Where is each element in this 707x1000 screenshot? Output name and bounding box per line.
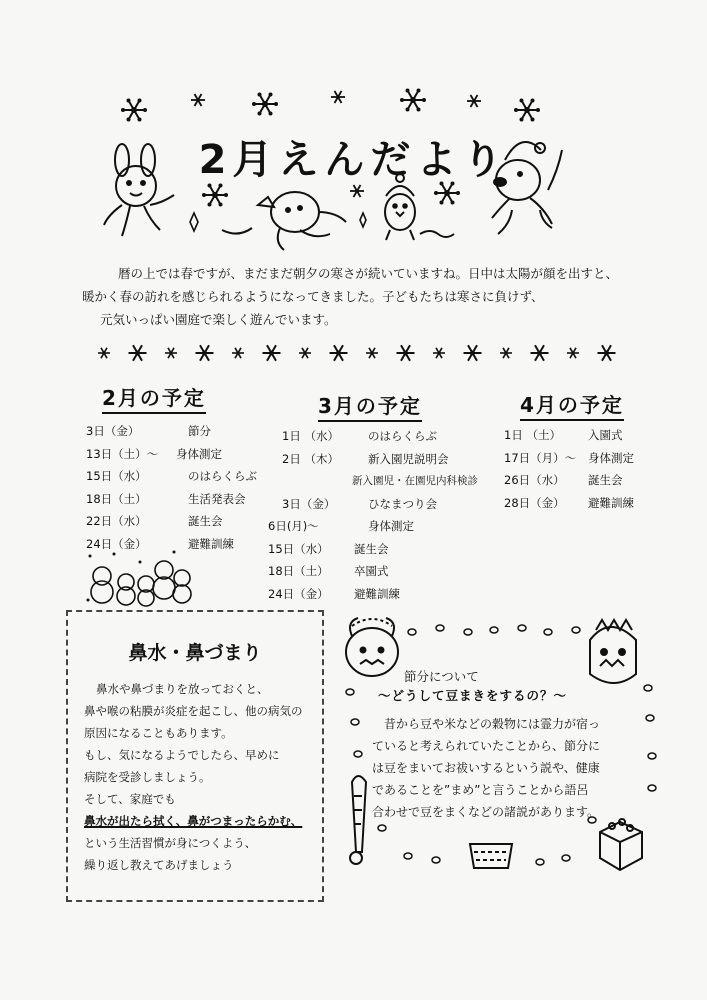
schedule-date: 6日(月)～ bbox=[268, 519, 319, 533]
bean-icon bbox=[464, 629, 472, 635]
schedule-date: 3日（金） bbox=[282, 496, 336, 511]
schedule-event: 避難訓練 bbox=[354, 586, 400, 601]
schedule-date: 26日（水） bbox=[504, 473, 565, 487]
schedule-event: 誕生会 bbox=[588, 473, 623, 487]
intro-line: 元気いっぱい園庭で楽しく遊んでいます。 bbox=[100, 312, 337, 327]
schedule-event: 節分 bbox=[188, 424, 211, 438]
snowflake-icon bbox=[129, 345, 147, 361]
club-illustration bbox=[350, 776, 366, 864]
bear-illustration bbox=[222, 192, 346, 250]
schedule-date: 18日（土） bbox=[268, 564, 329, 578]
schedule-event: 身体測定 bbox=[368, 519, 414, 533]
schedule-date: 28日（金） bbox=[504, 495, 565, 510]
schedule-event: 誕生会 bbox=[188, 514, 223, 528]
schedule-date: 3日（金） bbox=[86, 424, 140, 438]
schedule-date: 15日（水） bbox=[86, 469, 147, 483]
intro-line: 暖かく春の訪れを感じられるようになってきました。子どもたちは寒さに負けず、 bbox=[82, 289, 544, 304]
schedule-date: 15日（水） bbox=[268, 541, 329, 556]
schedule-date: 18日（土） bbox=[86, 491, 147, 506]
schedule-event: 新入園児説明会 bbox=[368, 451, 449, 466]
snowflake-icon bbox=[598, 345, 616, 361]
snowflake-icon bbox=[331, 91, 345, 103]
bean-icon bbox=[648, 753, 656, 759]
schedule-event: のはらくらぶ bbox=[188, 469, 257, 483]
snowflake-icon bbox=[299, 348, 311, 358]
bean-icon bbox=[572, 627, 580, 633]
bean-icon bbox=[351, 719, 359, 725]
setsubun-line: 昔から豆や米などの穀物には霊力が宿っ bbox=[384, 717, 601, 731]
schedule-date: 22日（水） bbox=[86, 514, 147, 528]
snowflake-icon bbox=[252, 93, 278, 116]
bean-icon bbox=[648, 785, 656, 791]
schedule-date: 1日 （水） bbox=[282, 429, 339, 443]
setsubun-body bbox=[372, 713, 644, 823]
schedule-event: 入園式 bbox=[588, 428, 623, 442]
schedule-event: 生活発表会 bbox=[188, 491, 246, 506]
schedule-event: 誕生会 bbox=[354, 541, 389, 556]
mar-schedule-heading: 3月の予定 bbox=[318, 390, 422, 422]
snowflake-icon bbox=[467, 95, 481, 107]
bean-icon bbox=[346, 689, 354, 695]
snowflake-icon bbox=[191, 94, 205, 106]
snowflake-icon bbox=[196, 345, 214, 361]
snowflake-icon bbox=[397, 345, 415, 361]
schedule-date: 24日（金） bbox=[86, 536, 147, 551]
bean-icon bbox=[354, 751, 362, 757]
bean-icon bbox=[544, 629, 552, 635]
schedule-event: 避難訓練 bbox=[188, 536, 234, 551]
snowman-illustration bbox=[84, 548, 194, 608]
bean-icon bbox=[408, 629, 416, 635]
bean-icon bbox=[562, 855, 570, 861]
setsubun-line: 合わせで豆をまくなどの諸説があります。 bbox=[372, 805, 600, 819]
health-line: 鼻水や鼻づまりを放っておくと、 bbox=[96, 682, 269, 696]
snowflake-icon bbox=[514, 99, 540, 122]
snowflake-icon bbox=[98, 348, 110, 358]
snowflake-icon bbox=[350, 185, 364, 197]
oni-illustration bbox=[346, 618, 398, 676]
bean-icon bbox=[436, 625, 444, 631]
bean-icon bbox=[432, 857, 440, 863]
schedule-event: 卒園式 bbox=[354, 564, 389, 578]
schedule-event: 避難訓練 bbox=[588, 495, 634, 510]
setsubun-line: は豆をまいてお祓いするという説や、健康 bbox=[372, 761, 600, 775]
feb-schedule-heading: 2月の予定 bbox=[102, 382, 206, 414]
health-line: そして、家庭でも bbox=[84, 792, 176, 806]
schedule-date: 13日（土）～ bbox=[86, 446, 159, 461]
snowflake-icon bbox=[531, 345, 549, 361]
bean-icon bbox=[644, 685, 652, 691]
apr-schedule-heading: 4月の予定 bbox=[520, 389, 624, 421]
schedule-date: 24日（金） bbox=[268, 586, 329, 601]
snowflake-icon bbox=[330, 345, 348, 361]
sparkle-icon bbox=[190, 213, 366, 231]
snowflake-icon bbox=[567, 348, 579, 358]
schedule-date: 2日 （木） bbox=[282, 451, 339, 466]
snowflake-icon bbox=[121, 99, 147, 122]
health-line: もし、気になるようでしたら、早めに bbox=[84, 748, 280, 762]
setsubun-line: であることを”まめ”と言うことから語呂 bbox=[372, 783, 589, 797]
oni-illustration bbox=[590, 620, 636, 683]
health-line: 繰り返し教えてあげましょう bbox=[84, 858, 234, 872]
health-notice-box bbox=[66, 610, 324, 902]
snowflake-icon bbox=[366, 348, 378, 358]
setsubun-subtitle: ～どうして豆まきをするの？～ bbox=[378, 688, 568, 703]
schedule-event: 新入園児・在園児内科検診 bbox=[352, 475, 478, 487]
snowflake-icon bbox=[500, 348, 512, 358]
setsubun-line: ていると考えられていたことから、節分に bbox=[372, 739, 601, 753]
health-line: という生活習慣が身につくよう、 bbox=[84, 836, 257, 850]
bean-icon bbox=[646, 715, 654, 721]
snowflake-icon bbox=[263, 345, 281, 361]
setsubun-title: 節分について bbox=[404, 669, 479, 684]
page-title: 2月えんだより bbox=[198, 137, 509, 183]
snowflake-icon bbox=[433, 348, 445, 358]
health-notice-body bbox=[84, 678, 320, 876]
bean-icon bbox=[404, 853, 412, 859]
health-emphasis: 鼻水が出たら拭く、鼻がつまったらかむ、 bbox=[84, 814, 303, 828]
schedule-event: 身体測定 bbox=[588, 450, 634, 465]
schedule-event: のはらくらぶ bbox=[368, 429, 437, 443]
bean-icon bbox=[378, 825, 386, 831]
snowflake-divider bbox=[96, 340, 616, 366]
bean-icon bbox=[518, 625, 526, 631]
snowflake-icon bbox=[165, 348, 177, 358]
schedule-date: 17日（月）～ bbox=[504, 450, 577, 465]
schedule-event: 身体測定 bbox=[176, 446, 222, 461]
bean-box-illustration bbox=[600, 819, 642, 870]
schedule-event: ひなまつり会 bbox=[368, 496, 437, 511]
intro-text bbox=[82, 262, 642, 331]
bean-icon bbox=[490, 627, 498, 633]
bean-bowl-illustration bbox=[470, 844, 512, 868]
schedule-date: 1日 （土） bbox=[504, 428, 561, 442]
bean-icon bbox=[536, 859, 544, 865]
health-line: 鼻や喉の粘膜が炎症を起こし、他の病気の bbox=[84, 704, 303, 718]
health-line: 病院を受診しましょう。 bbox=[84, 770, 211, 784]
health-line: 原因になることもあります。 bbox=[84, 726, 233, 740]
snowflake-icon bbox=[202, 184, 228, 207]
snowflake-icon bbox=[400, 89, 426, 112]
snowflake-icon bbox=[464, 345, 482, 361]
intro-line: 暦の上では春ですが、まだまだ朝夕の寒さが続いていますね。日中は太陽が顔を出すと、 bbox=[118, 266, 619, 281]
health-notice-title: 鼻水・鼻づまり bbox=[128, 642, 262, 664]
snowflake-icon bbox=[232, 348, 244, 358]
